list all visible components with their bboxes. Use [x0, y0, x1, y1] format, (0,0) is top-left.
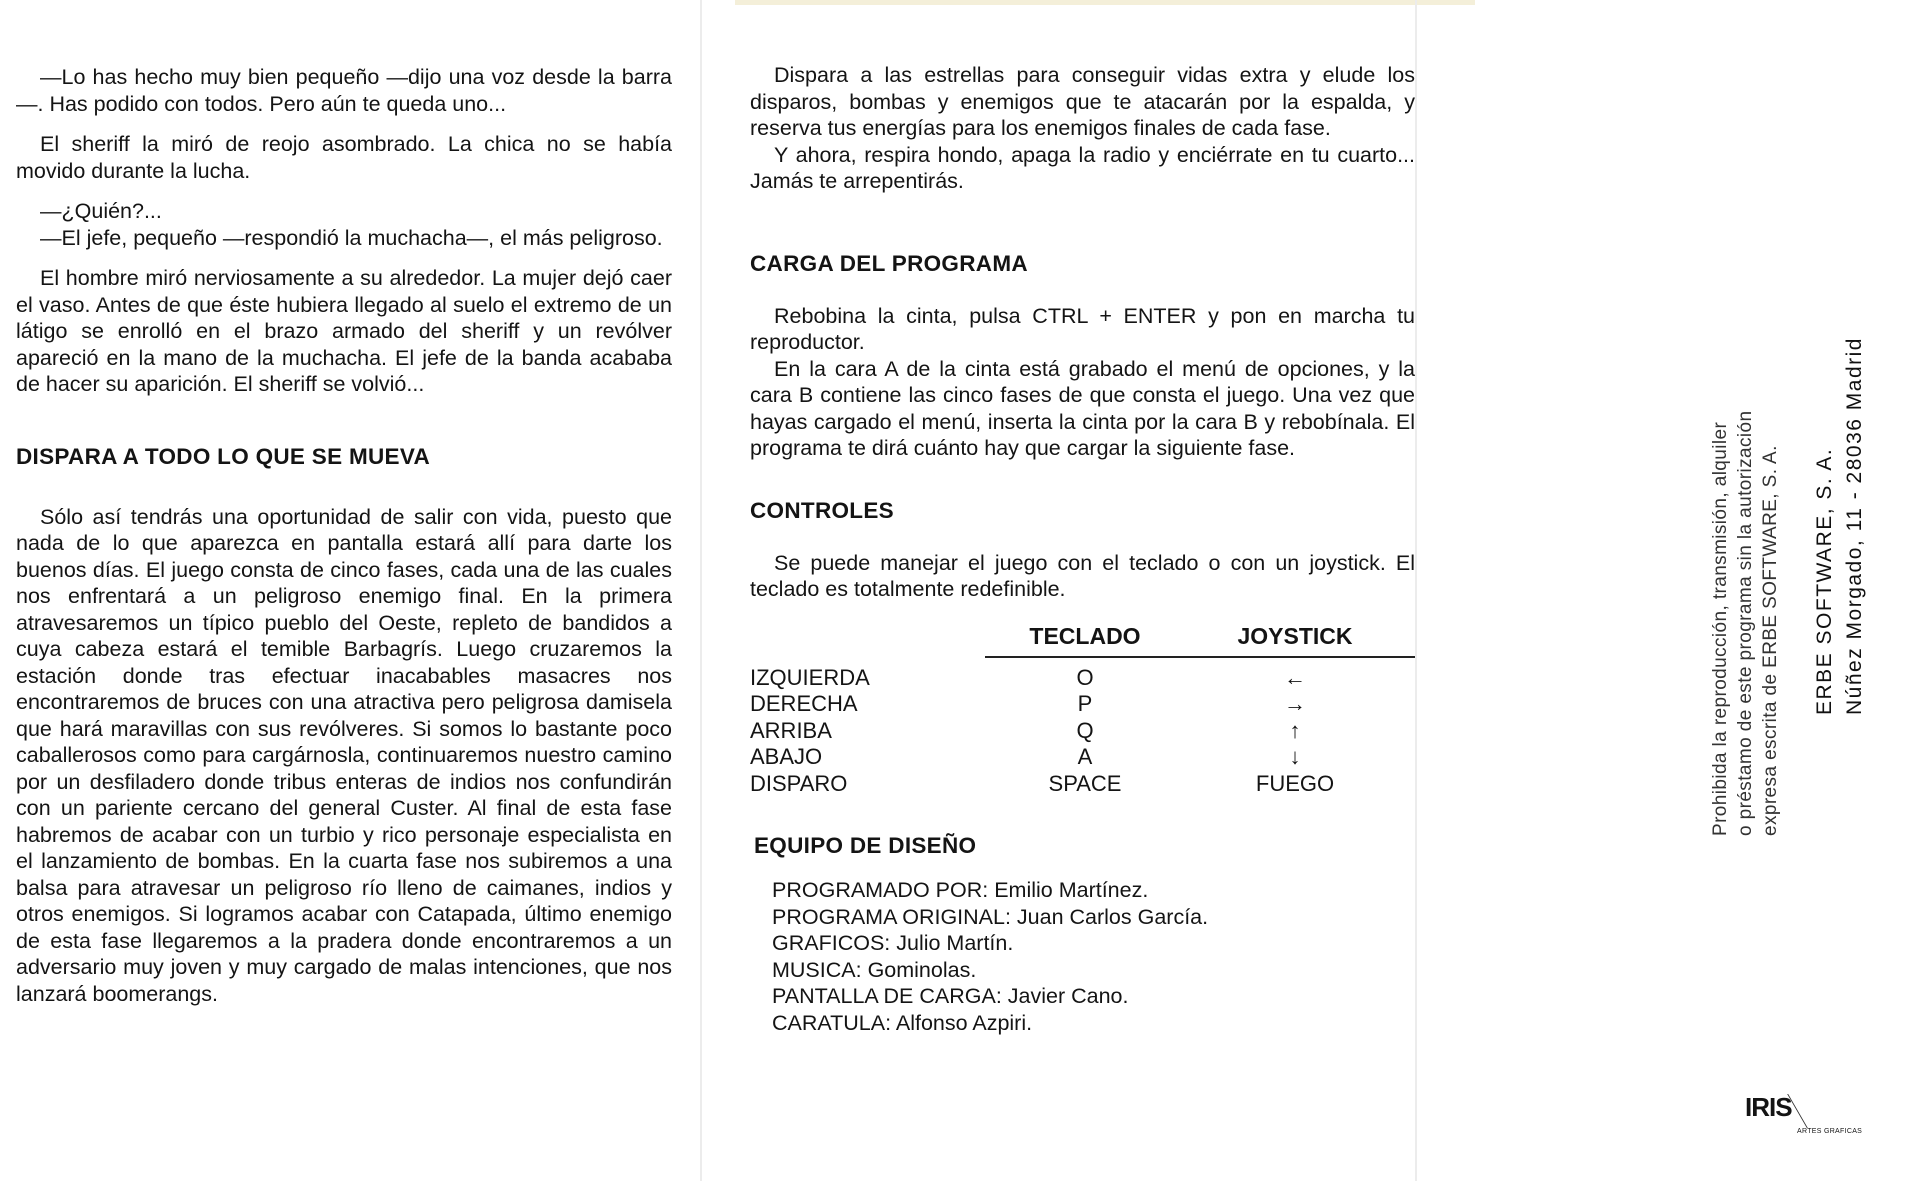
story-paragraph-4: —El jefe, pequeño —respondió la muchacha—, el más peligroso. — [40, 225, 663, 250]
gameplay-description: Sólo así tendrás una oportunidad de salir con vida, puesto que nada de lo que aparezca en pantalla estará allí para darte los buenos días. El juego consta de cinco fases, cada una de las cuales nos enfrentará a un peligroso enemigo final. En la primera atravesaremos un típico pueblo del Oeste, repleto de bandidos a cuya cabeza estará el temible Barbagrís. Luego cruzaremos la estación donde tras efectuar inacabables masacres nos encontraremos de bruces con una atractiva pero peligrosa damisela que hará maravillas con sus revólveres. Si somos lo bastante poco caballerosos como para cargárnosla, continuaremos nuestro camino por un desfiladero donde tribus enteras de indios nos confundirán con un pariente cercano del general Custer. Al final de esta fase habremos de acabar con un turbio y rico personaje especialista en el lanzamiento de bombas. En la cuarta fase nos subiremos a una balsa para atravesar un peligroso río lleno de caimanes, indios y otros enemigos. Si logramos acabar con Catapada, último enemigo de esta fase llegaremos a la pradera donde encontraremos a un adversario muy joven y muy cargado de malas intenciones, que nos lanzará boomerangs. — [16, 504, 672, 1006]
credit-cover: CARATULA: Alfonso Azpiri. — [772, 1010, 1033, 1035]
control-key: A — [1077, 744, 1093, 769]
credit-original: PROGRAMA ORIGINAL: Juan Carlos García. — [772, 904, 1209, 929]
section-heading-dispara: DISPARA A TODO LO QUE SE MUEVA — [16, 443, 431, 469]
fold-line-right — [1415, 0, 1417, 1181]
story-paragraph-3: —¿Quién?... — [40, 199, 162, 223]
control-row-derecha — [750, 691, 1440, 718]
control-row-disparo — [750, 771, 1440, 798]
credit-graphics: GRAFICOS: Julio Martín. — [772, 931, 1014, 955]
credit-music: MUSICA: Gominolas. — [772, 957, 977, 982]
arrow-up-icon: ↑ — [1289, 717, 1301, 743]
credit-programmer: PROGRAMADO POR: Emilio Martínez. — [772, 878, 1149, 902]
control-action: DISPARO — [750, 770, 848, 796]
header-teclado: TECLADO — [1029, 622, 1141, 649]
section-heading-carga: CARGA DEL PROGRAMA — [750, 250, 1028, 276]
publisher-name: ERBE SOFTWARE, S. A. — [1813, 447, 1836, 715]
controls-table-header — [750, 623, 1440, 659]
printer-logo-word: IRIS — [1745, 1092, 1792, 1122]
control-row-abajo — [750, 744, 1440, 771]
control-action: ABAJO — [750, 744, 823, 769]
control-key: SPACE — [1048, 770, 1122, 796]
legal-notice — [1708, 411, 1783, 836]
control-row-izquierda — [750, 665, 1440, 692]
arrow-right-icon: → — [1284, 691, 1306, 716]
header-underline — [985, 656, 1415, 658]
control-key: P — [1077, 691, 1093, 716]
legal-line-3: expresa escrita de ERBE SOFTWARE, S. A. — [1760, 445, 1781, 836]
section-heading-controles: CONTROLES — [750, 497, 894, 523]
intro-paragraph-1: Dispara a las estrellas para conseguir vidas extra y elude los disparos, bombas y enemigos que te atacarán por la espalda, y reserva tus energías para los enemigos finales de cada fase. — [750, 63, 1415, 140]
credits-list — [750, 877, 1415, 1036]
legal-line-1: Prohibida la reproducción, transmisión, alquiler — [1710, 421, 1731, 836]
publisher-address: Núñez Morgado, 11 - 28036 Madrid — [1843, 337, 1866, 715]
control-action: ARRIBA — [750, 717, 832, 743]
printer-logo — [1745, 1090, 1865, 1140]
middle-column — [700, 0, 1415, 1181]
control-action: IZQUIERDA — [750, 664, 870, 690]
left-column — [0, 0, 700, 1181]
printer-logo-subtitle: ARTES GRAFICAS — [1797, 1128, 1863, 1135]
load-paragraph-2: En la cara A de la cinta está grabado el menú de opciones, y la cara B contiene las cinco fases de que consta el juego. Una vez que hayas cargado el menú, inserta la cinta por la cara B y rebobínala. El programa te dirá cuánto hay que cargar la siguiente fase. — [750, 356, 1415, 460]
intro-paragraph-2: Y ahora, respira hondo, apaga la radio y enciérrate en tu cuarto... Jamás te arrepentirás. — [750, 142, 1415, 193]
load-paragraph-1: Rebobina la cinta, pulsa CTRL + ENTER y pon en marcha tu reproductor. — [750, 303, 1415, 354]
legal-line-2: o préstamo de este programa sin la autorización — [1735, 410, 1756, 836]
control-action: DERECHA — [750, 691, 858, 716]
section-heading-equipo: EQUIPO DE DISEÑO — [754, 833, 977, 858]
header-joystick: JOYSTICK — [1237, 622, 1353, 649]
publisher-block — [1810, 337, 1870, 715]
controls-table — [750, 623, 1440, 798]
control-key: O — [1076, 664, 1094, 690]
story-paragraph-5: El hombre miró nerviosamente a su alrededor. La mujer dejó caer el vaso. Antes de que éste hubiera llegado al suelo el extremo de un látigo se enrolló en el brazo armado del sheriff y un revólver apareció en la mano de la muchacha. El jefe de la banda acababa de hacer su aparición. El sheriff se volvió... — [16, 266, 672, 396]
control-key: Q — [1076, 717, 1094, 743]
controls-paragraph: Se puede manejar el juego con el teclado o con un joystick. El teclado es totalmente redefinible. — [750, 550, 1415, 601]
control-joystick: FUEGO — [1255, 770, 1335, 796]
story-paragraph-2: El sheriff la miró de reojo asombrado. La chica no se había movido durante la lucha. — [16, 132, 672, 183]
arrow-down-icon: ↓ — [1289, 744, 1301, 769]
arrow-left-icon: ← — [1284, 664, 1306, 690]
control-row-arriba — [750, 718, 1440, 745]
credit-loading-screen: PANTALLA DE CARGA: Javier Cano. — [772, 984, 1129, 1008]
story-paragraph-1: —Lo has hecho muy bien pequeño —dijo una voz desde la barra—. Has podido con todos. Pero aún te queda uno... — [16, 65, 672, 116]
